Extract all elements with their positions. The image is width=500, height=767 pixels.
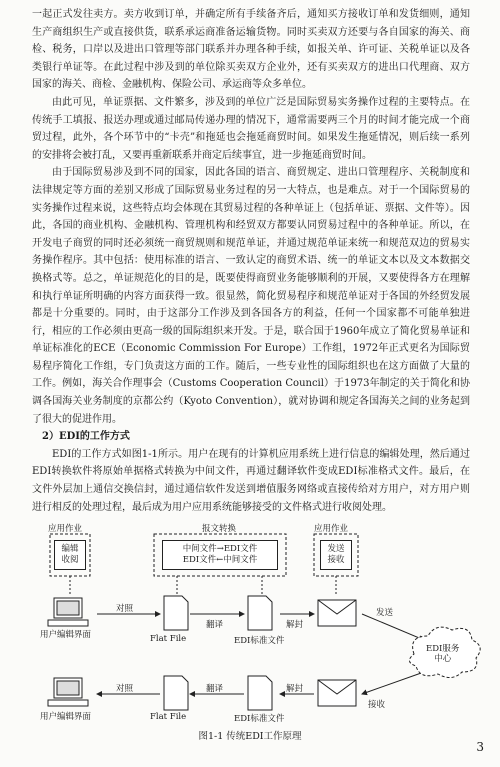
edi-diagram [22, 522, 482, 732]
user-ui-bottom-label: 用户编辑界面 [40, 712, 92, 722]
edit-receive-box: 编辑 收阅 [54, 540, 86, 570]
translate-bottom-label: 翻译 [206, 684, 224, 694]
body-text [32, 6, 470, 516]
receive-label: 接收 [368, 700, 386, 710]
compare-bottom-label: 对照 [116, 684, 134, 694]
computer-icon-top [48, 598, 88, 626]
user-ui-top-label: 用户编辑界面 [40, 630, 92, 640]
unpack-bottom-label: 解封 [286, 684, 304, 694]
edi-std-top-label: EDI标准文件 [234, 636, 285, 646]
compare-top-label: 对照 [116, 604, 134, 614]
flatfile-top-label: Flat File [150, 634, 187, 644]
paragraph-2: 由此可见，单证票据、文件繁多，涉及到的单位广泛是国际贸易实务操作过程的主要特点。在传统手工填报、报送办理或通过邮局传递办理的情况下，通常需要两三个月的时间才能完成一个商贸过程，此外，各个环节中的“卡壳”和拖延也会拖延商贸时间。如果发生拖延情况，则后续一系列的安排将会被打乱，又要再重新联系并商定后续事宜，进一步拖延商贸时间。 [32, 96, 470, 161]
send-label: 发送 [376, 608, 394, 618]
unpack-top-label: 解封 [286, 620, 304, 630]
app-work-left-label: 应用作业 [48, 524, 83, 534]
send-receive-box: 发送 接收 [320, 540, 352, 570]
edi-center-label: EDI服务 中心 [426, 644, 460, 664]
report-convert-label: 报文转换 [202, 524, 237, 534]
section-heading: 2）EDI的工作方式 [42, 431, 130, 443]
computer-icon-bottom [48, 678, 88, 706]
paragraph-1: 一起正式发往卖方。卖方收到订单，并确定所有手续备齐后，通知买方接收订单和发货细则，通知生产商组织生产或直接供货，联系承运商准备运输货物。同时买卖双方还要与各自国家的海关、商检、税务，口岸以及进出口管理等部门联系并办理各种手续，如报关单、许可证、关税单证以及各类银行单证等。在此过程中涉及到的单位除买卖双方企业外，还有买卖双方的进出口代理商、双方国家的海关、商检、金融机构、保险公司、承运商等众多单位。 [32, 9, 470, 91]
convert-box: 中间文件→EDI文件 EDI文件←中间文件 [162, 540, 278, 570]
paragraph-3: 由于国际贸易涉及到不同的国家，因此各国的语言、商贸规定、进出口管理程序、关税制度和法律规定等方面的差别又形成了国际贸易业务过程的另一大特点，也是难点。对于一个国际贸易的实务操作过程来说，这些特点均会体现在其贸易过程的各种单证上（包括单证、票据、文件等）。因此，各国的商业机构、金融机构、管理机构和经贸双方都要认同贸易过程中的各种单证。所以，在开发电子商贸的同时还必须统一商贸规则和规范单证，并通过规范单证来统一和规范双边的贸易实务操作程序。其中包括：使用标准的语言、一致认定的商贸术语、统一的单证文本以及文本数据交换格式等。总之，单证规范化的目的是，既要使得商贸业务能够顺利的开展，又要使得各方在理解和执行单证所明确的内容方面获得一致。很显然，简化贸易程序和规范单证对于各国的外经贸发展都是十分重要的。同时，由于这部分工作涉及到各国各方的利益，任何一个国家都不可能单独进行，相应的工作必须由更高一级的国际组织来开发。于是，联合国于1960年成立了简化贸易单证和单证标准化的ECE（Economic Commission For Europe）工作组，1972年正式更名为国际贸易程序简化工作组，专门负责这方面的工作。随后，一些专业性的国际组织也在这方面做了大量的工作。例如，海关合作理事会（Customs Cooperation Council）于1973年制定的关于简化和协调各国海关业务制度的京都公约（Kyoto Convention），就对协调和规定各国海关之间的业务起到了很大的促进作用。 [32, 167, 470, 425]
page-number: 3 [476, 740, 484, 754]
figure-caption: 图1-1 传统EDI工作原理 [198, 731, 302, 742]
edi-std-bottom-label: EDI标准文件 [234, 714, 285, 724]
app-work-right-label: 应用作业 [314, 524, 349, 534]
translate-top-label: 翻译 [206, 620, 224, 630]
flatfile-bottom-label: Flat File [150, 712, 187, 722]
paragraph-4: EDI的工作方式如图1-1所示。用户在现有的计算机应用系统上进行信息的编辑处理，然后通过EDI转换软件将原始单据格式转换为中间文件，再通过翻译软件变成EDI标准格式文件。最后，在文件外层加上通信交换信封，通过通信软件发送到增值服务网络或直接传给对方用户，对方用户则进行相反的处理过程，最后成为用户应用系统能够接受的文件格式进行收阅处理。 [32, 448, 470, 513]
